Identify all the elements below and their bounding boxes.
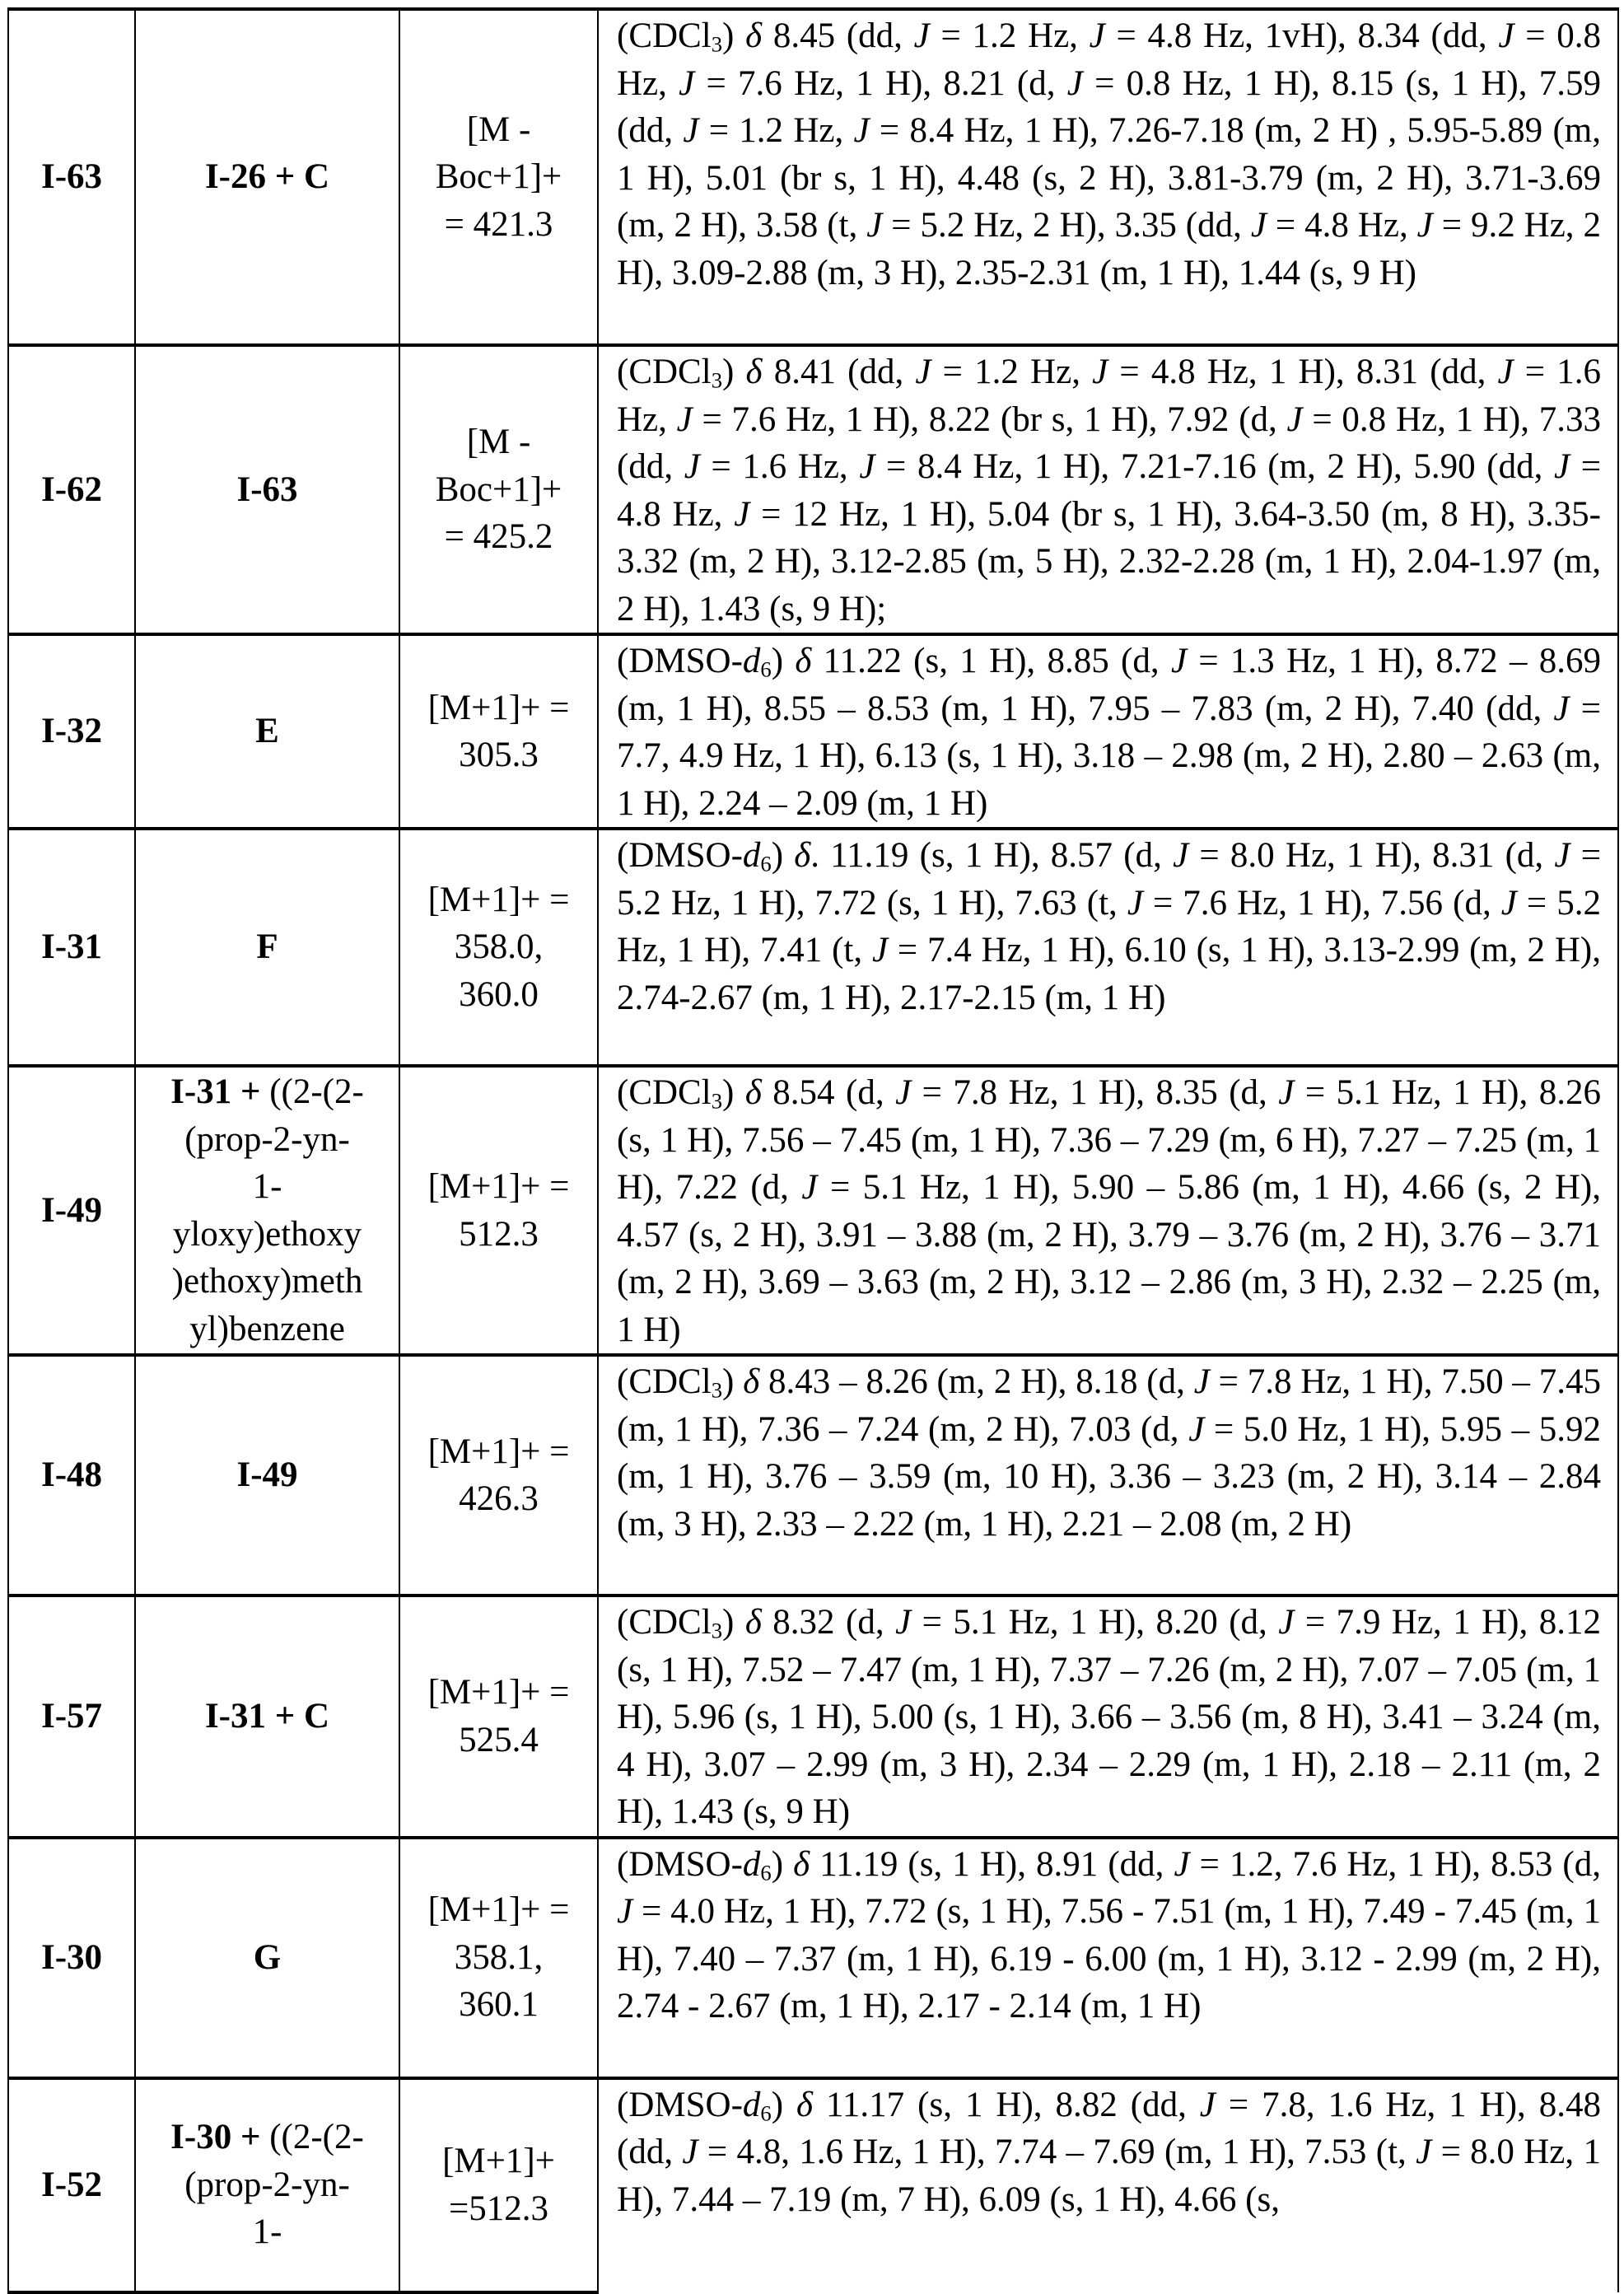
mass-spec-line: 512.3 xyxy=(400,1211,597,1259)
mass-spec-line: 426.3 xyxy=(400,1475,597,1523)
mass-spec-line: 360.1 xyxy=(400,1981,597,2029)
mass-spec-line: Boc+1]+ xyxy=(400,466,597,514)
table-row xyxy=(8,634,1618,829)
starting-material xyxy=(135,829,399,1066)
starting-material-line: 1- xyxy=(136,2208,399,2256)
compound-id: I-32 xyxy=(8,634,135,829)
nmr-data: (DMSO-d6) δ 11.19 (s, 1 H), 8.91 (dd, J = 1.2, 7.6 Hz, 1 H), 8.53 (d, J = 4.0 Hz, 1 H), 7.72 (s, 1 H), 7.56 - 7.51 (m, 1 H), 7.49 - 7.45 (m, 1 H), 7.40 – 7.37 (m, 1 H), 6.19 - 6.00 (m, 1 H), 3.12 - 2.99 (m, 2 H), 2.74 - 2.67 (m, 1 H), 2.17 - 2.14 (m, 1 H) xyxy=(598,1838,1618,2078)
starting-material xyxy=(135,634,399,829)
mass-spec xyxy=(399,634,598,829)
mass-spec xyxy=(399,9,598,345)
mass-spec-line: [M+1]+ = xyxy=(400,1428,597,1476)
nmr-data: (CDCl3) δ 8.45 (dd, J = 1.2 Hz, J = 4.8 Hz, 1vH), 8.34 (dd, J = 0.8 Hz, J = 7.6 Hz, 1 H), 8.21 (d, J = 0.8 Hz, 1 H), 8.15 (s, 1 H), 7.59 (dd, J = 1.2 Hz, J = 8.4 Hz, 1 H), 7.26-7.18 (m, 2 H) , 5.95-5.89 (m, 1 H), 5.01 (br s, 1 H), 4.48 (s, 2 H), 3.81-3.79 (m, 2 H), 3.71-3.69 (m, 2 H), 3.58 (t, J = 5.2 Hz, 2 H), 3.35 (dd, J = 4.8 Hz, J = 9.2 Hz, 2 H), 3.09-2.88 (m, 3 H), 2.35-2.31 (m, 1 H), 1.44 (s, 9 H) xyxy=(598,9,1618,345)
mass-spec-line: [M - xyxy=(400,106,597,154)
table-row xyxy=(8,1355,1618,1596)
compound-id: I-49 xyxy=(8,1066,135,1355)
nmr-data: (CDCl3) δ 8.32 (d, J = 5.1 Hz, 1 H), 8.20 (d, J = 7.9 Hz, 1 H), 8.12 (s, 1 H), 7.52 – 7.47 (m, 1 H), 7.37 – 7.26 (m, 2 H), 7.07 – 7.05 (m, 1 H), 5.96 (s, 1 H), 5.00 (s, 1 H), 3.66 – 3.56 (m, 8 H), 3.41 – 3.24 (m, 4 H), 3.07 – 2.99 (m, 3 H), 2.34 – 2.29 (m, 1 H), 2.18 – 2.11 (m, 2 H), 1.43 (s, 9 H) xyxy=(598,1596,1618,1838)
table-row xyxy=(8,1596,1618,1838)
starting-material-line: I-31 + ((2-(2- xyxy=(136,1068,399,1116)
nmr-data: (CDCl3) δ 8.54 (d, J = 7.8 Hz, 1 H), 8.35 (d, J = 5.1 Hz, 1 H), 8.26 (s, 1 H), 7.56 – 7.45 (m, 1 H), 7.36 – 7.29 (m, 6 H), 7.27 – 7.25 (m, 1 H), 7.22 (d, J = 5.1 Hz, 1 H), 5.90 – 5.86 (m, 1 H), 4.66 (s, 2 H), 4.57 (s, 2 H), 3.91 – 3.88 (m, 2 H), 3.79 – 3.76 (m, 2 H), 3.76 – 3.71 (m, 2 H), 3.69 – 3.63 (m, 2 H), 3.12 – 2.86 (m, 3 H), 2.32 – 2.25 (m, 1 H) xyxy=(598,1066,1618,1355)
mass-spec-line: [M+1]+ = xyxy=(400,1886,597,1934)
mass-spec xyxy=(399,1596,598,1838)
starting-material-line: E xyxy=(136,708,399,755)
starting-material-line: I-63 xyxy=(136,466,399,514)
compound-id: I-48 xyxy=(8,1355,135,1596)
starting-material-line: I-31 + C xyxy=(136,1693,399,1740)
mass-spec-line: Boc+1]+ xyxy=(400,153,597,201)
mass-spec-line: [M - xyxy=(400,418,597,466)
mass-spec-line: 305.3 xyxy=(400,731,597,779)
starting-material-line: G xyxy=(136,1934,399,1982)
starting-material-line: (prop-2-yn- xyxy=(136,1116,399,1164)
table-row xyxy=(8,345,1618,634)
mass-spec-line: [M+1]+ = xyxy=(400,1669,597,1717)
mass-spec-line: 525.4 xyxy=(400,1717,597,1764)
starting-material xyxy=(135,1596,399,1838)
starting-material xyxy=(135,9,399,345)
mass-spec-line: 358.1, xyxy=(400,1934,597,1982)
nmr-data-table xyxy=(7,7,1619,2294)
table-row xyxy=(8,2078,1618,2292)
compound-id: I-30 xyxy=(8,1838,135,2078)
starting-material-line: )ethoxy)meth xyxy=(136,1258,399,1306)
mass-spec-line: [M+1]+ = xyxy=(400,1163,597,1211)
mass-spec-line: = 421.3 xyxy=(400,201,597,249)
starting-material-line: F xyxy=(136,923,399,971)
mass-spec-line: [M+1]+ = xyxy=(400,876,597,924)
compound-id: I-62 xyxy=(8,345,135,634)
table-body xyxy=(8,9,1618,2292)
mass-spec xyxy=(399,1355,598,1596)
mass-spec xyxy=(399,1066,598,1355)
table-row xyxy=(8,829,1618,1066)
starting-material-line: yl)benzene xyxy=(136,1306,399,1353)
table-row xyxy=(8,9,1618,345)
compound-id: I-52 xyxy=(8,2078,135,2292)
nmr-data: (DMSO-d6) δ 11.17 (s, 1 H), 8.82 (dd, J = 7.8, 1.6 Hz, 1 H), 8.48 (dd, J = 4.8, 1.6 Hz, 1 H), 7.74 – 7.69 (m, 1 H), 7.53 (t, J = 8.0 Hz, 1 H), 7.44 – 7.19 (m, 7 H), 6.09 (s, 1 H), 4.66 (s, xyxy=(598,2078,1618,2292)
mass-spec-line: [M+1]+ = xyxy=(400,684,597,732)
nmr-data: (CDCl3) δ 8.41 (dd, J = 1.2 Hz, J = 4.8 Hz, 1 H), 8.31 (dd, J = 1.6 Hz, J = 7.6 Hz, 1 H), 8.22 (br s, 1 H), 7.92 (d, J = 0.8 Hz, 1 H), 7.33 (dd, J = 1.6 Hz, J = 8.4 Hz, 1 H), 7.21-7.16 (m, 2 H), 5.90 (dd, J = 4.8 Hz, J = 12 Hz, 1 H), 5.04 (br s, 1 H), 3.64-3.50 (m, 8 H), 3.35-3.32 (m, 2 H), 3.12-2.85 (m, 5 H), 2.32-2.28 (m, 1 H), 2.04-1.97 (m, 2 H), 1.43 (s, 9 H); xyxy=(598,345,1618,634)
compound-id: I-63 xyxy=(8,9,135,345)
starting-material xyxy=(135,2078,399,2292)
table-row xyxy=(8,1838,1618,2078)
mass-spec-line: 360.0 xyxy=(400,971,597,1019)
mass-spec xyxy=(399,2078,598,2292)
mass-spec xyxy=(399,345,598,634)
mass-spec-line: =512.3 xyxy=(400,2185,597,2233)
starting-material-line: I-26 + C xyxy=(136,153,399,201)
mass-spec-line: [M+1]+ xyxy=(400,2137,597,2185)
compound-id: I-57 xyxy=(8,1596,135,1838)
starting-material xyxy=(135,345,399,634)
starting-material-line: yloxy)ethoxy xyxy=(136,1211,399,1259)
starting-material xyxy=(135,1355,399,1596)
table-row xyxy=(8,1066,1618,1355)
starting-material-line: I-49 xyxy=(136,1451,399,1499)
starting-material xyxy=(135,1066,399,1355)
mass-spec-line: 358.0, xyxy=(400,923,597,971)
nmr-data: (DMSO-d6) δ 11.22 (s, 1 H), 8.85 (d, J = 1.3 Hz, 1 H), 8.72 – 8.69 (m, 1 H), 8.55 – 8.53 (m, 1 H), 7.95 – 7.83 (m, 2 H), 7.40 (dd, J = 7.7, 4.9 Hz, 1 H), 6.13 (s, 1 H), 3.18 – 2.98 (m, 2 H), 2.80 – 2.63 (m, 1 H), 2.24 – 2.09 (m, 1 H) xyxy=(598,634,1618,829)
nmr-data: (DMSO-d6) δ. 11.19 (s, 1 H), 8.57 (d, J = 8.0 Hz, 1 H), 8.31 (d, J = 5.2 Hz, 1 H), 7.72 (s, 1 H), 7.63 (t, J = 7.6 Hz, 1 H), 7.56 (d, J = 5.2 Hz, 1 H), 7.41 (t, J = 7.4 Hz, 1 H), 6.10 (s, 1 H), 3.13-2.99 (m, 2 H), 2.74-2.67 (m, 1 H), 2.17-2.15 (m, 1 H) xyxy=(598,829,1618,1066)
mass-spec-line: = 425.2 xyxy=(400,513,597,561)
compound-id: I-31 xyxy=(8,829,135,1066)
nmr-data: (CDCl3) δ 8.43 – 8.26 (m, 2 H), 8.18 (d, J = 7.8 Hz, 1 H), 7.50 – 7.45 (m, 1 H), 7.36 – 7.24 (m, 2 H), 7.03 (d, J = 5.0 Hz, 1 H), 5.95 – 5.92 (m, 1 H), 3.76 – 3.59 (m, 10 H), 3.36 – 3.23 (m, 2 H), 3.14 – 2.84 (m, 3 H), 2.33 – 2.22 (m, 1 H), 2.21 – 2.08 (m, 2 H) xyxy=(598,1355,1618,1596)
starting-material-line: (prop-2-yn- xyxy=(136,2161,399,2209)
mass-spec xyxy=(399,829,598,1066)
starting-material-line: 1- xyxy=(136,1163,399,1211)
starting-material-line: I-30 + ((2-(2- xyxy=(136,2114,399,2161)
mass-spec xyxy=(399,1838,598,2078)
starting-material xyxy=(135,1838,399,2078)
